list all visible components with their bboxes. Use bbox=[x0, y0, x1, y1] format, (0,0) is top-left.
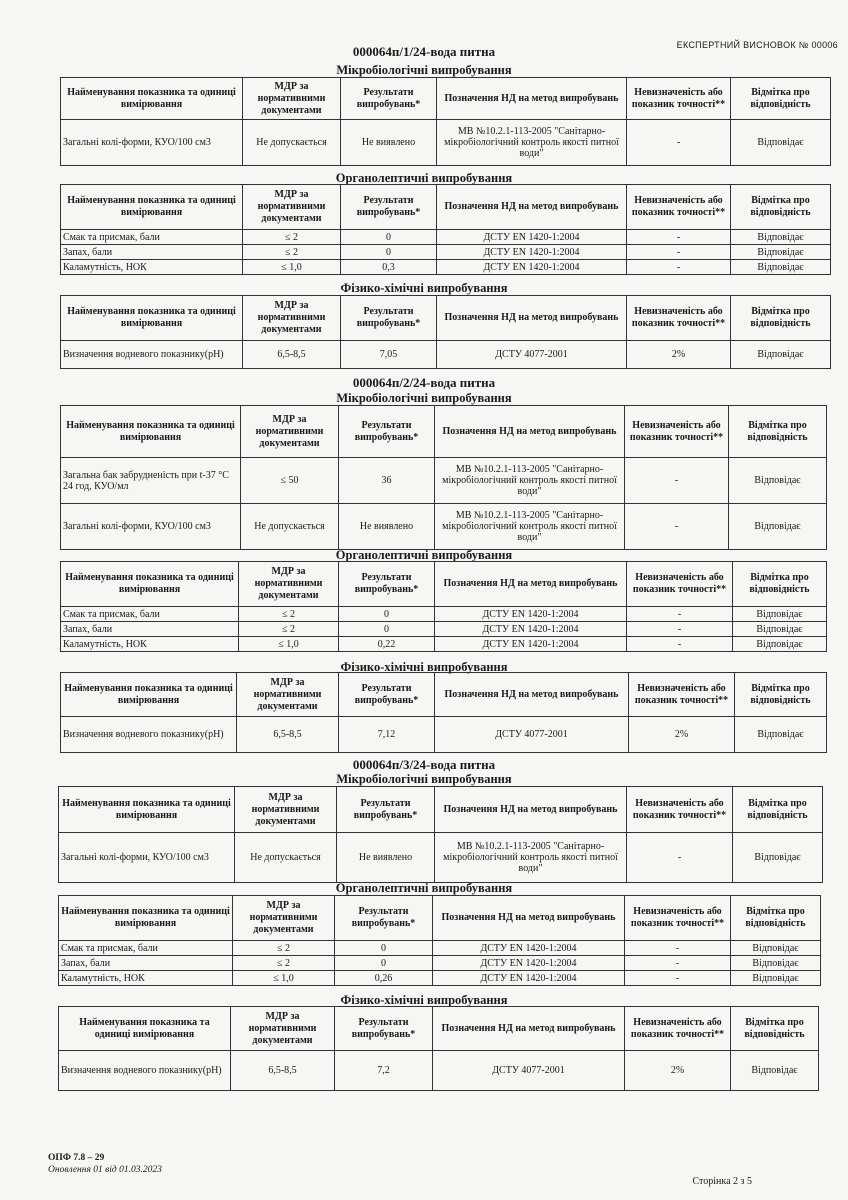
table-row bbox=[61, 341, 831, 369]
table-cell: Відповідає bbox=[731, 956, 821, 971]
header-cell: Позначення НД на метод випробувань bbox=[437, 78, 627, 120]
header-cell: Невизначеність або показник точності** bbox=[627, 78, 731, 120]
table-cell: - bbox=[627, 120, 731, 166]
table-cell: Відповідає bbox=[731, 120, 831, 166]
table-header-row bbox=[61, 406, 827, 458]
sample-title: 000064п/1/24-вода питна bbox=[352, 44, 496, 59]
table-row bbox=[59, 833, 823, 883]
table-cell: - bbox=[627, 230, 731, 245]
table-row bbox=[59, 1051, 819, 1091]
table-cell: ДСТУ EN 1420-1:2004 bbox=[437, 230, 627, 245]
header-cell: Невизначеність або показник точності** bbox=[625, 896, 731, 941]
table-cell: Смак та присмак, бали bbox=[59, 941, 233, 956]
header-cell: Невизначеність або показник точності** bbox=[627, 185, 731, 230]
table-row bbox=[61, 504, 827, 550]
table-cell: Відповідає bbox=[731, 971, 821, 986]
header-cell: Відмітка про відповідність bbox=[731, 78, 831, 120]
table-row bbox=[61, 120, 831, 166]
table-row bbox=[61, 622, 827, 637]
header-cell: Найменування показника та одиниці вимірювання bbox=[59, 1007, 231, 1051]
table-cell: 36 bbox=[339, 458, 435, 504]
header-cell: Позначення НД на метод випробувань bbox=[435, 787, 627, 833]
table-cell: ≤ 2 bbox=[243, 245, 341, 260]
table-header-row bbox=[61, 78, 831, 120]
table-cell: Визначення водневого показнику(pH) bbox=[61, 341, 243, 369]
table-cell: 6,5-8,5 bbox=[243, 341, 341, 369]
table-cell: Загальні колі-форми, КУО/100 см3 bbox=[61, 120, 243, 166]
header-cell: Найменування показника та одиниці вимірювання bbox=[61, 673, 237, 717]
table-cell: ДСТУ EN 1420-1:2004 bbox=[435, 607, 627, 622]
header-cell: Найменування показника та одиниці вимірювання bbox=[59, 896, 233, 941]
header-cell: Відмітка про відповідність bbox=[731, 185, 831, 230]
section-title: Органолептичні випробування bbox=[335, 548, 513, 562]
table-header-row bbox=[59, 1007, 819, 1051]
table-cell: ДСТУ 4077-2001 bbox=[433, 1051, 625, 1091]
header-cell: Найменування показника та одиниці вимірювання bbox=[61, 406, 241, 458]
header-cell: Позначення НД на метод випробувань bbox=[435, 673, 629, 717]
table-header-row bbox=[61, 185, 831, 230]
table-cell: 2% bbox=[625, 1051, 731, 1091]
table-cell: 7,2 bbox=[335, 1051, 433, 1091]
table-cell: 0 bbox=[335, 941, 433, 956]
header-cell: Невизначеність або показник точності** bbox=[627, 296, 731, 341]
table-header-row bbox=[61, 562, 827, 607]
table-cell: Відповідає bbox=[731, 230, 831, 245]
table-cell: Відповідає bbox=[733, 637, 827, 652]
results-table bbox=[60, 295, 831, 369]
header-cell: Позначення НД на метод випробувань bbox=[437, 296, 627, 341]
table-row bbox=[61, 607, 827, 622]
table-cell: - bbox=[627, 637, 733, 652]
section-title: Фізико-хімічні випробування bbox=[340, 281, 508, 295]
table-cell: 0 bbox=[341, 230, 437, 245]
table-cell: - bbox=[625, 956, 731, 971]
header-cell: Невизначеність або показник точності** bbox=[629, 673, 735, 717]
table-cell: МВ №10.2.1-113-2005 "Санітарно-мікробіологічний контроль якості питної води" bbox=[437, 120, 627, 166]
table-row bbox=[59, 971, 821, 986]
header-cell: Позначення НД на метод випробувань bbox=[433, 896, 625, 941]
header-cell: МДР за нормативними документами bbox=[243, 185, 341, 230]
table-cell: 0,26 bbox=[335, 971, 433, 986]
table-cell: МВ №10.2.1-113-2005 "Санітарно-мікробіологічний контроль якості питної води" bbox=[435, 458, 625, 504]
table-cell: 0 bbox=[341, 245, 437, 260]
table-cell: Визначення водневого показнику(pH) bbox=[61, 717, 237, 753]
header-cell: Позначення НД на метод випробувань bbox=[437, 185, 627, 230]
table-row bbox=[61, 637, 827, 652]
header-cell: Невизначеність або показник точності** bbox=[627, 787, 733, 833]
table-cell: Запах, бали bbox=[61, 245, 243, 260]
table-cell: - bbox=[627, 622, 733, 637]
header-cell: МДР за нормативними документами bbox=[241, 406, 339, 458]
table-header-row bbox=[61, 673, 827, 717]
table-cell: Каламутність, НОК bbox=[59, 971, 233, 986]
header-cell: Позначення НД на метод випробувань bbox=[433, 1007, 625, 1051]
table-header-row bbox=[59, 896, 821, 941]
table-cell: 0 bbox=[335, 956, 433, 971]
table-cell: Відповідає bbox=[731, 260, 831, 275]
header-cell: Найменування показника та одиниці вимірювання bbox=[61, 296, 243, 341]
section-title: Фізико-хімічні випробування bbox=[340, 660, 508, 674]
table-cell: ДСТУ 4077-2001 bbox=[435, 717, 629, 753]
table-cell: Загальні колі-форми, КУО/100 см3 bbox=[59, 833, 235, 883]
table-cell: - bbox=[627, 833, 733, 883]
table-row bbox=[61, 458, 827, 504]
table-cell: - bbox=[627, 260, 731, 275]
table-header-row bbox=[59, 787, 823, 833]
table-cell: Загальна бак забрудненість при t-37 °C 24 год, КУО/мл bbox=[61, 458, 241, 504]
header-cell: Відмітка про відповідність bbox=[735, 673, 827, 717]
results-table bbox=[58, 895, 821, 986]
section-title: Органолептичні випробування bbox=[335, 171, 513, 185]
table-cell: Не допускається bbox=[235, 833, 337, 883]
header-cell: МДР за нормативними документами bbox=[233, 896, 335, 941]
table-cell: 7,05 bbox=[341, 341, 437, 369]
table-cell: Не виявлено bbox=[339, 504, 435, 550]
table-cell: Не виявлено bbox=[337, 833, 435, 883]
table-cell: 6,5-8,5 bbox=[237, 717, 339, 753]
table-cell: Відповідає bbox=[731, 1051, 819, 1091]
table-cell: - bbox=[625, 504, 729, 550]
form-code: ОПФ 7.8 – 29 bbox=[48, 1153, 105, 1163]
table-cell: МВ №10.2.1-113-2005 "Санітарно-мікробіологічний контроль якості питної води" bbox=[435, 833, 627, 883]
header-cell: Відмітка про відповідність bbox=[733, 787, 823, 833]
header-cell: МДР за нормативними документами bbox=[243, 296, 341, 341]
header-cell: Результати випробувань* bbox=[341, 78, 437, 120]
table-cell: 6,5-8,5 bbox=[231, 1051, 335, 1091]
table-cell: ≤ 2 bbox=[243, 230, 341, 245]
header-cell: Результати випробувань* bbox=[337, 787, 435, 833]
header-cell: Невизначеність або показник точності** bbox=[627, 562, 733, 607]
table-cell: Каламутність, НОК bbox=[61, 260, 243, 275]
table-cell: МВ №10.2.1-113-2005 "Санітарно-мікробіологічний контроль якості питної води" bbox=[435, 504, 625, 550]
table-cell: ≤ 2 bbox=[239, 607, 339, 622]
header-cell: Найменування показника та одиниці вимірювання bbox=[61, 562, 239, 607]
table-row bbox=[61, 260, 831, 275]
table-cell: 0,3 bbox=[341, 260, 437, 275]
header-cell: Результати випробувань* bbox=[341, 296, 437, 341]
section-title: Мікробіологічні випробування bbox=[336, 772, 512, 786]
header-cell: Результати випробувань* bbox=[335, 1007, 433, 1051]
table-cell: Відповідає bbox=[729, 504, 827, 550]
footer-form-info bbox=[48, 1152, 162, 1176]
header-cell: МДР за нормативними документами bbox=[231, 1007, 335, 1051]
section-title: Фізико-хімічні випробування bbox=[340, 993, 508, 1007]
table-cell: - bbox=[625, 941, 731, 956]
table-cell: ДСТУ EN 1420-1:2004 bbox=[433, 971, 625, 986]
table-cell: - bbox=[627, 607, 733, 622]
table-cell: ДСТУ EN 1420-1:2004 bbox=[433, 956, 625, 971]
table-cell: Відповідає bbox=[733, 607, 827, 622]
table-cell: Відповідає bbox=[733, 833, 823, 883]
header-cell: МДР за нормативними документами bbox=[243, 78, 341, 120]
table-cell: Відповідає bbox=[731, 341, 831, 369]
header-cell: Результати випробувань* bbox=[339, 562, 435, 607]
table-row bbox=[59, 956, 821, 971]
sample-title: 000064п/2/24-вода питна bbox=[352, 375, 496, 390]
table-cell: 2% bbox=[627, 341, 731, 369]
table-header-row bbox=[61, 296, 831, 341]
header-cell: Відмітка про відповідність bbox=[733, 562, 827, 607]
table-cell: ≤ 1,0 bbox=[239, 637, 339, 652]
table-cell: Відповідає bbox=[729, 458, 827, 504]
table-cell: Запах, бали bbox=[59, 956, 233, 971]
table-cell: ДСТУ EN 1420-1:2004 bbox=[435, 637, 627, 652]
table-cell: - bbox=[627, 245, 731, 260]
sample-title: 000064п/3/24-вода питна bbox=[352, 757, 496, 772]
table-cell: ДСТУ EN 1420-1:2004 bbox=[437, 245, 627, 260]
table-cell: - bbox=[625, 971, 731, 986]
table-cell: Каламутність, НОК bbox=[61, 637, 239, 652]
results-table bbox=[58, 786, 823, 883]
table-cell: ДСТУ EN 1420-1:2004 bbox=[433, 941, 625, 956]
header-cell: Результати випробувань* bbox=[339, 673, 435, 717]
header-cell: Відмітка про відповідність bbox=[729, 406, 827, 458]
table-cell: ДСТУ 4077-2001 bbox=[437, 341, 627, 369]
header-cell: Найменування показника та одиниці вимірювання bbox=[61, 185, 243, 230]
header-cell: Результати випробувань* bbox=[341, 185, 437, 230]
table-cell: Не допускається bbox=[241, 504, 339, 550]
table-cell: ≤ 50 bbox=[241, 458, 339, 504]
table-cell: 2% bbox=[629, 717, 735, 753]
table-cell: Не виявлено bbox=[341, 120, 437, 166]
results-table bbox=[60, 77, 831, 166]
section-title: Органолептичні випробування bbox=[335, 881, 513, 895]
section-title: Мікробіологічні випробування bbox=[336, 391, 512, 405]
table-cell: Відповідає bbox=[731, 941, 821, 956]
page-number: Сторінка 2 з 5 bbox=[692, 1176, 752, 1187]
header-cell: Найменування показника та одиниці вимірювання bbox=[61, 78, 243, 120]
table-cell: Відповідає bbox=[733, 622, 827, 637]
header-cell: Позначення НД на метод випробувань bbox=[435, 406, 625, 458]
table-cell: ≤ 2 bbox=[233, 956, 335, 971]
table-cell: Загальні колі-форми, КУО/100 см3 bbox=[61, 504, 241, 550]
results-table bbox=[60, 184, 831, 275]
results-table bbox=[60, 672, 827, 753]
revision-note: Оновлення 01 від 01.03.2023 bbox=[48, 1165, 162, 1175]
table-cell: Визначення водневого показнику(pH) bbox=[59, 1051, 231, 1091]
section-title: Мікробіологічні випробування bbox=[336, 63, 512, 77]
header-cell: Відмітка про відповідність bbox=[731, 896, 821, 941]
results-table bbox=[60, 561, 827, 652]
document-header: ЕКСПЕРТНИЙ ВИСНОВОК № 00006 bbox=[676, 40, 838, 50]
header-cell: Результати випробувань* bbox=[339, 406, 435, 458]
header-cell: Невизначеність або показник точності** bbox=[625, 1007, 731, 1051]
table-cell: 0,22 bbox=[339, 637, 435, 652]
table-cell: ≤ 1,0 bbox=[243, 260, 341, 275]
table-cell: ≤ 2 bbox=[239, 622, 339, 637]
header-cell: Відмітка про відповідність bbox=[731, 296, 831, 341]
table-cell: 0 bbox=[339, 622, 435, 637]
table-row bbox=[59, 941, 821, 956]
results-table bbox=[60, 405, 827, 550]
table-row bbox=[61, 717, 827, 753]
table-cell: 0 bbox=[339, 607, 435, 622]
header-cell: Відмітка про відповідність bbox=[731, 1007, 819, 1051]
table-row bbox=[61, 230, 831, 245]
table-cell: ≤ 1,0 bbox=[233, 971, 335, 986]
table-cell: 7,12 bbox=[339, 717, 435, 753]
table-cell: ДСТУ EN 1420-1:2004 bbox=[437, 260, 627, 275]
header-cell: Позначення НД на метод випробувань bbox=[435, 562, 627, 607]
table-cell: Не допускається bbox=[243, 120, 341, 166]
table-cell: - bbox=[625, 458, 729, 504]
table-cell: Смак та присмак, бали bbox=[61, 607, 239, 622]
table-cell: Смак та присмак, бали bbox=[61, 230, 243, 245]
header-cell: МДР за нормативними документами bbox=[239, 562, 339, 607]
header-cell: Результати випробувань* bbox=[335, 896, 433, 941]
header-cell: Невизначеність або показник точності** bbox=[625, 406, 729, 458]
table-cell: Відповідає bbox=[731, 245, 831, 260]
table-cell: Відповідає bbox=[735, 717, 827, 753]
header-cell: Найменування показника та одиниці вимірювання bbox=[59, 787, 235, 833]
table-row bbox=[61, 245, 831, 260]
table-cell: Запах, бали bbox=[61, 622, 239, 637]
table-cell: ДСТУ EN 1420-1:2004 bbox=[435, 622, 627, 637]
results-table bbox=[58, 1006, 819, 1091]
header-cell: МДР за нормативними документами bbox=[235, 787, 337, 833]
table-cell: ≤ 2 bbox=[233, 941, 335, 956]
header-cell: МДР за нормативними документами bbox=[237, 673, 339, 717]
